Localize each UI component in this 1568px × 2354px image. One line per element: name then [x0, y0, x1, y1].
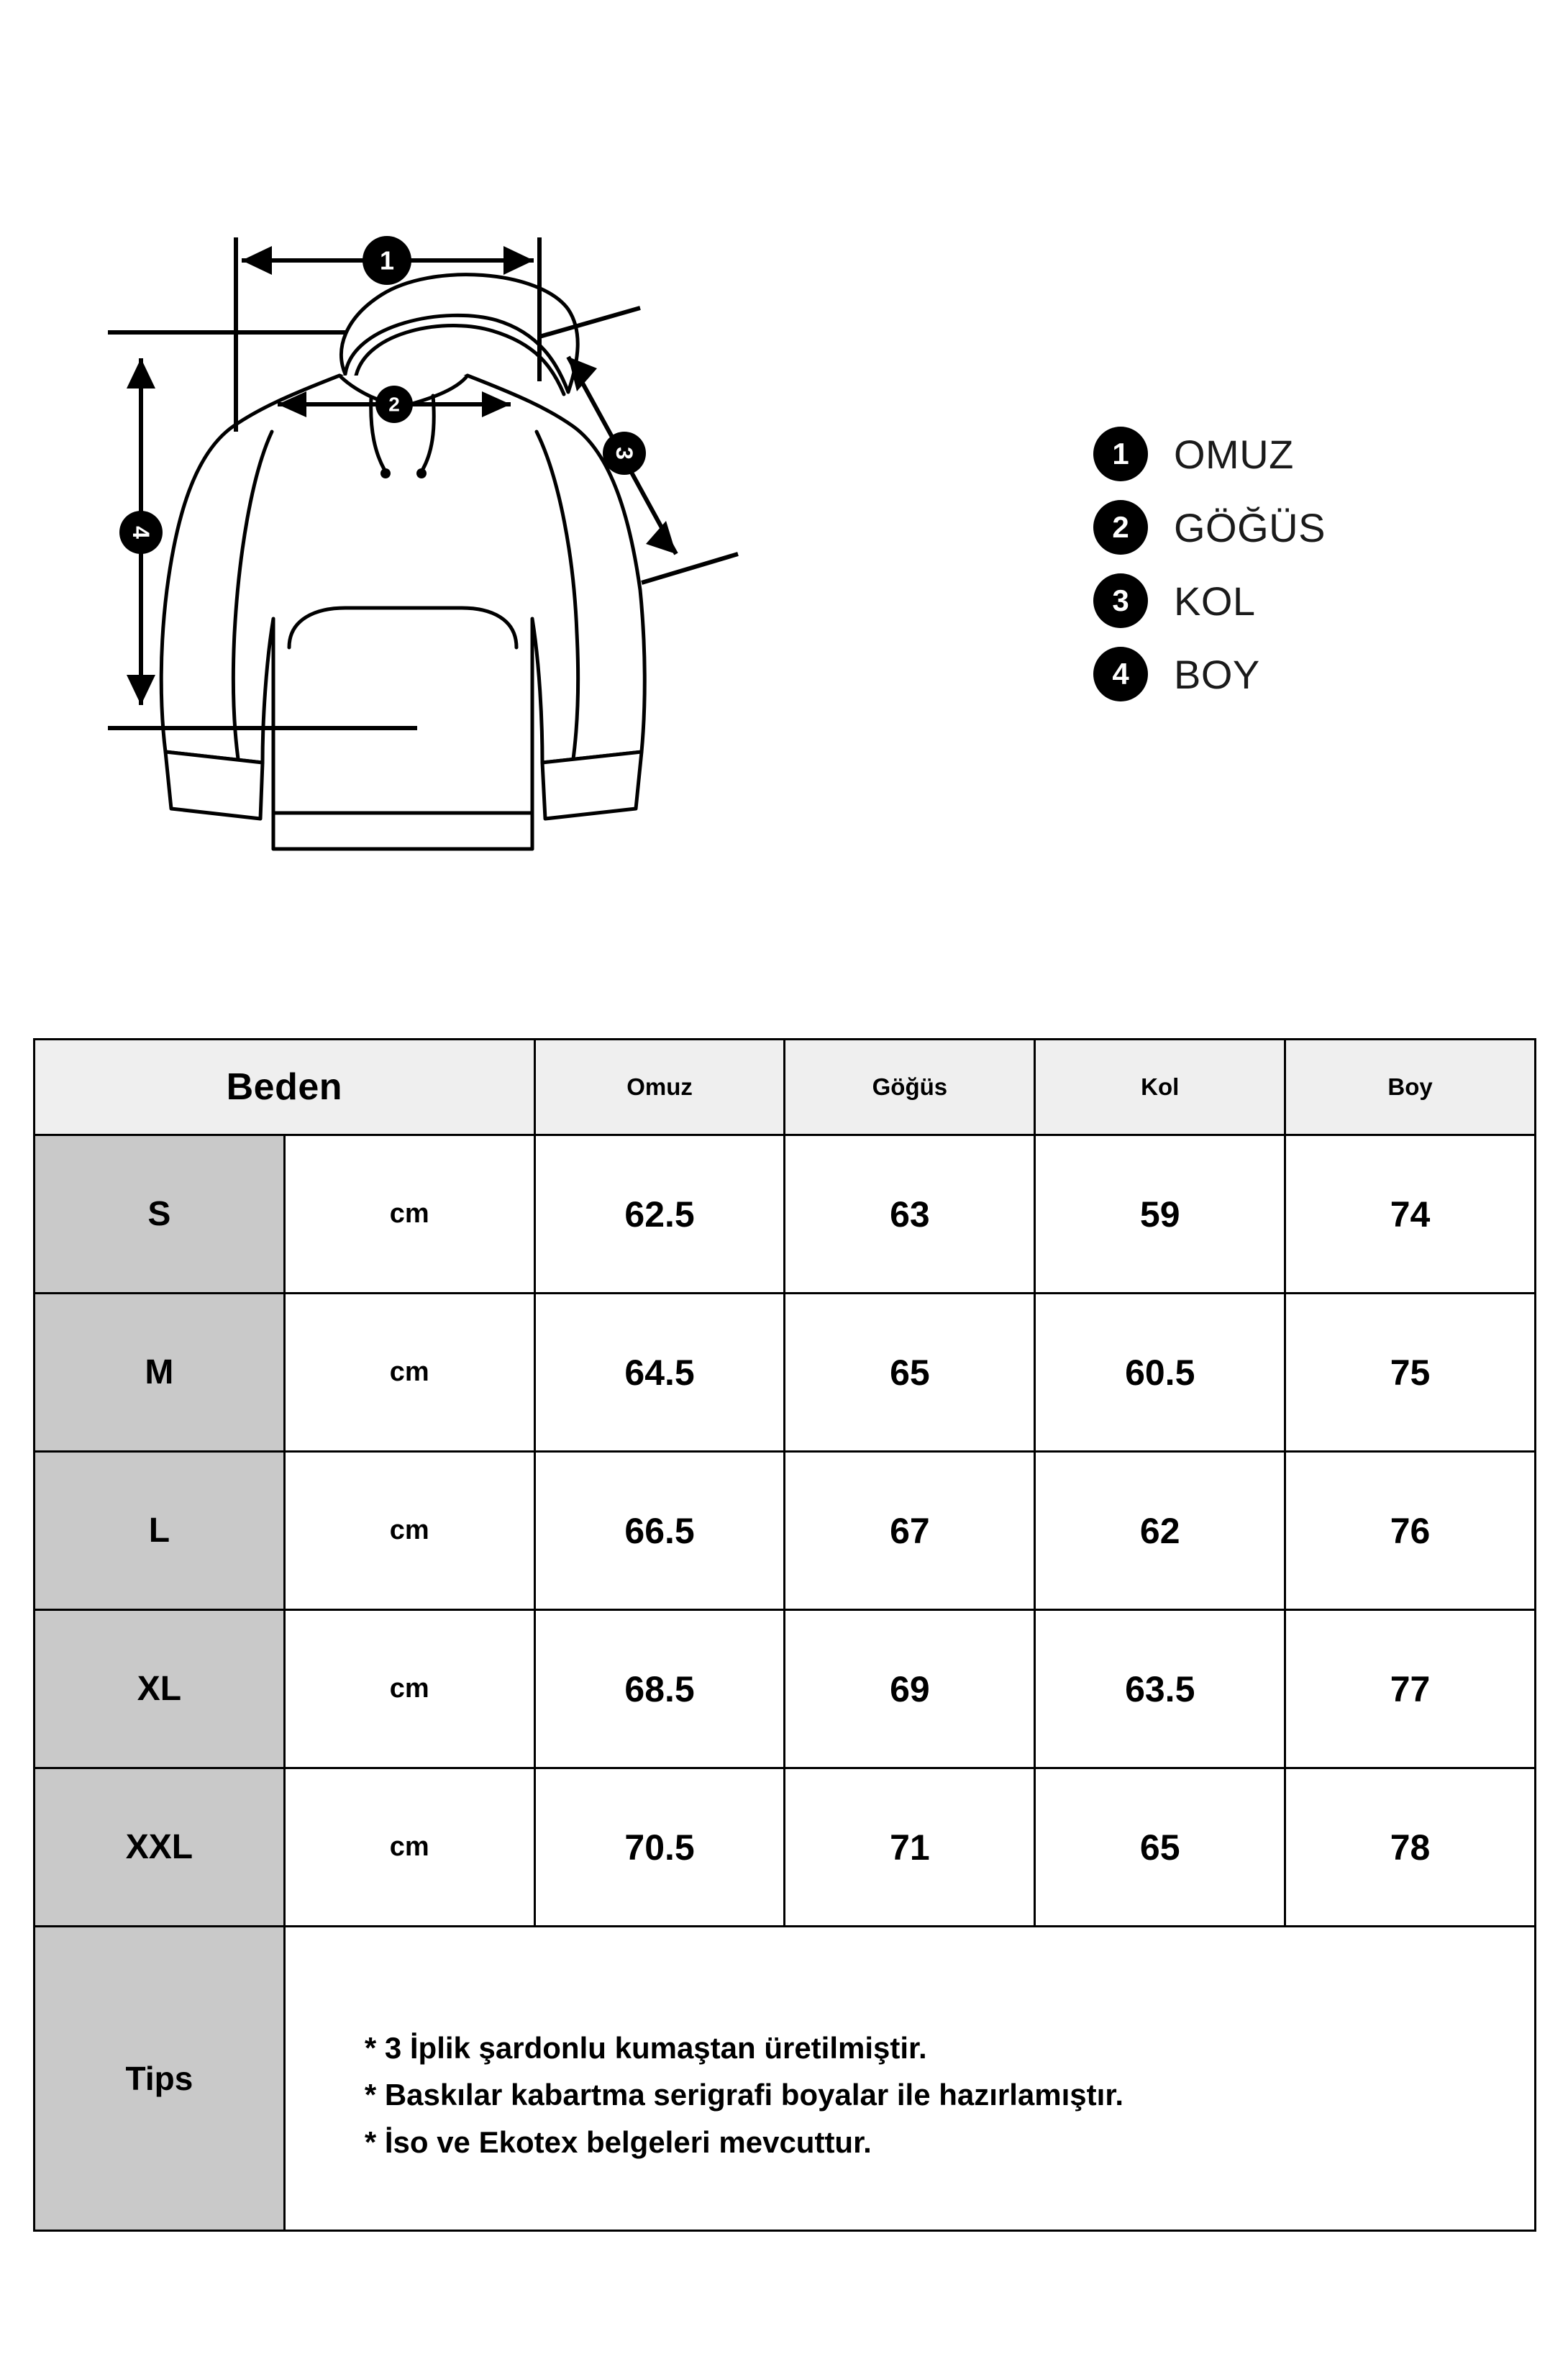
- size-label: XXL: [35, 1768, 285, 1927]
- unit-label: cm: [284, 1610, 534, 1768]
- size-label: XL: [35, 1610, 285, 1768]
- tip-line: * 3 İplik şardonlu kumaştan üretilmiştir.: [364, 2031, 927, 2066]
- value-boy: 76: [1285, 1452, 1536, 1610]
- value-kol: 62: [1035, 1452, 1285, 1610]
- legend-label-gogus: GÖĞÜS: [1174, 504, 1326, 550]
- unit-label: cm: [284, 1135, 534, 1294]
- legend-label-kol: KOL: [1174, 578, 1256, 624]
- table-row: [35, 1452, 1536, 1610]
- table-row: [35, 1768, 1536, 1927]
- value-omuz: 70.5: [534, 1768, 785, 1927]
- tips-label: Tips: [35, 1927, 285, 2231]
- value-gogus: 63: [785, 1135, 1035, 1294]
- unit-label: cm: [284, 1768, 534, 1927]
- value-omuz: 62.5: [534, 1135, 785, 1294]
- value-omuz: 68.5: [534, 1610, 785, 1768]
- tips-content: [284, 1927, 1535, 2231]
- legend-badge-4: 4: [1093, 647, 1148, 701]
- size-label: L: [35, 1452, 285, 1610]
- value-gogus: 69: [785, 1610, 1035, 1768]
- value-gogus: 65: [785, 1294, 1035, 1452]
- measurement-diagram: [0, 0, 1568, 1007]
- size-table: [33, 1038, 1536, 2232]
- value-omuz: 64.5: [534, 1294, 785, 1452]
- value-kol: 60.5: [1035, 1294, 1285, 1452]
- column-header-gogus: Göğüs: [785, 1040, 1035, 1135]
- value-gogus: 71: [785, 1768, 1035, 1927]
- value-boy: 77: [1285, 1610, 1536, 1768]
- value-boy: 74: [1285, 1135, 1536, 1294]
- diagram-marker-2: 2: [388, 393, 400, 416]
- legend-badge-3: 3: [1093, 573, 1148, 628]
- table-row: [35, 1610, 1536, 1768]
- column-header-boy: Boy: [1285, 1040, 1536, 1135]
- legend: [1093, 424, 1326, 704]
- legend-item-omuz: [1093, 424, 1326, 483]
- hoodie-illustration: [108, 216, 942, 935]
- value-boy: 78: [1285, 1768, 1536, 1927]
- diagram-marker-3: 3: [611, 447, 637, 460]
- legend-badge-2: 2: [1093, 500, 1148, 555]
- column-header-omuz: Omuz: [534, 1040, 785, 1135]
- table-header-row: [35, 1040, 1536, 1135]
- value-boy: 75: [1285, 1294, 1536, 1452]
- value-kol: 59: [1035, 1135, 1285, 1294]
- tip-line: * İso ve Ekotex belgeleri mevcuttur.: [364, 2124, 872, 2159]
- legend-label-omuz: OMUZ: [1174, 431, 1294, 477]
- legend-label-boy: BOY: [1174, 651, 1260, 697]
- table-row: [35, 1135, 1536, 1294]
- size-label: M: [35, 1294, 285, 1452]
- diagram-marker-1: 1: [379, 245, 395, 276]
- value-kol: 65: [1035, 1768, 1285, 1927]
- legend-item-gogus: [1093, 498, 1326, 557]
- column-header-kol: Kol: [1035, 1040, 1285, 1135]
- legend-item-kol: [1093, 571, 1326, 630]
- value-gogus: 67: [785, 1452, 1035, 1610]
- value-omuz: 66.5: [534, 1452, 785, 1610]
- unit-label: cm: [284, 1452, 534, 1610]
- unit-label: cm: [284, 1294, 534, 1452]
- table-row: [35, 1294, 1536, 1452]
- size-label: S: [35, 1135, 285, 1294]
- legend-badge-1: 1: [1093, 427, 1148, 481]
- legend-item-boy: [1093, 645, 1326, 704]
- tips-row: [35, 1927, 1536, 2231]
- value-kol: 63.5: [1035, 1610, 1285, 1768]
- tip-line: * Baskılar kabartma serigrafi boyalar ile hazırlamıştır.: [364, 2078, 1124, 2112]
- diagram-marker-4: 4: [128, 526, 154, 539]
- column-header-beden: Beden: [35, 1040, 535, 1135]
